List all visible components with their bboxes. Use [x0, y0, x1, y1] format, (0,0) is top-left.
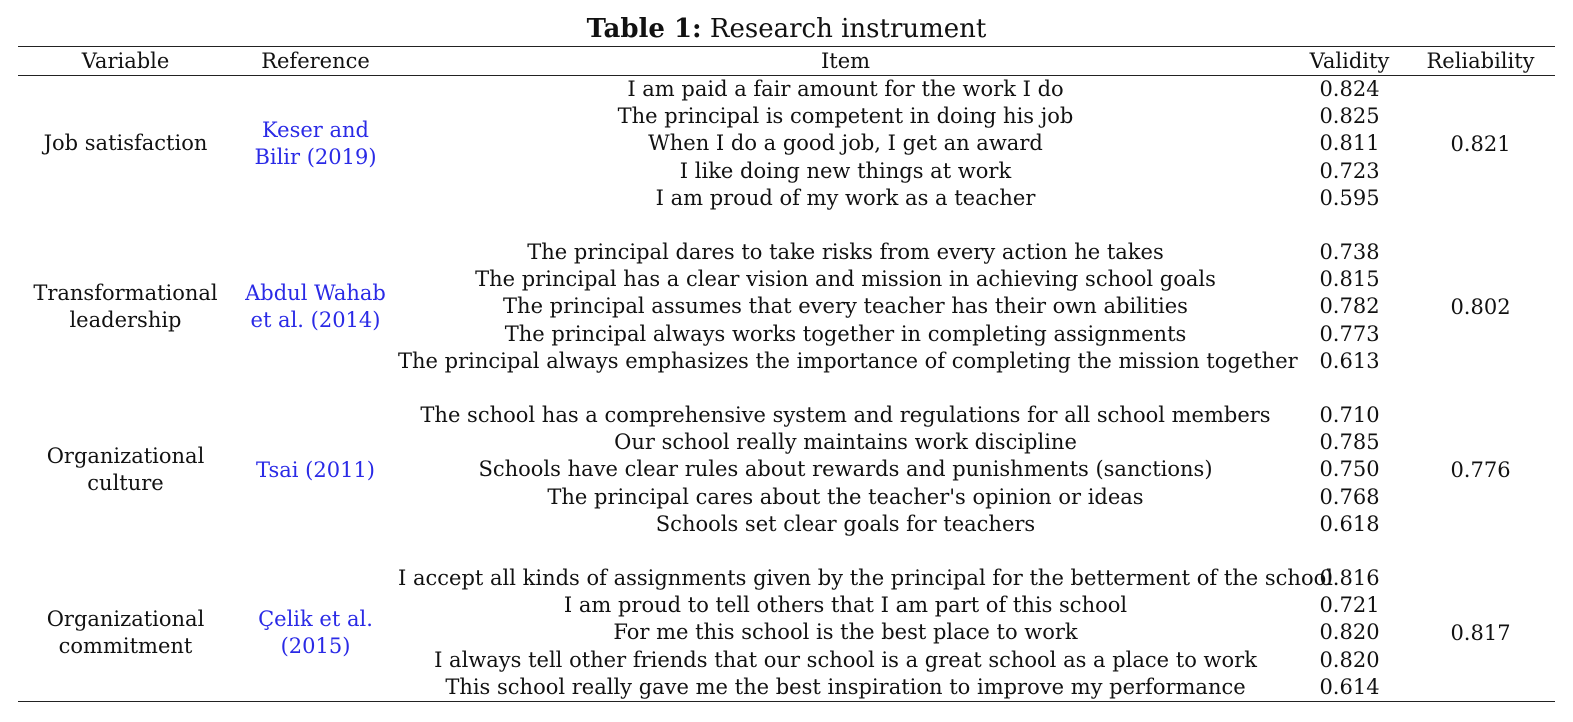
- validity-value: 0.820: [1319, 647, 1380, 672]
- validity-value: 0.618: [1319, 511, 1380, 536]
- variable-line: Transformational: [33, 281, 218, 305]
- item-text: The principal always works together in completing assignments: [504, 321, 1187, 346]
- validity-value: 0.782: [1319, 294, 1380, 319]
- validity-value: 0.613: [1319, 348, 1380, 373]
- reference-link[interactable]: [233, 280, 398, 334]
- reference-line: et al. (2014): [250, 308, 381, 333]
- item-text: Our school really maintains work discipline: [614, 430, 1077, 455]
- validity-value: 0.614: [1319, 674, 1380, 699]
- variable-cell: [18, 280, 233, 334]
- item-text: I am proud of my work as a teacher: [655, 185, 1036, 210]
- reference-line: Keser and: [262, 118, 369, 142]
- reference-line: (2015): [280, 634, 351, 659]
- reliability-value: 0.776: [1450, 458, 1511, 482]
- reliability-value: 0.802: [1450, 295, 1511, 319]
- item-text: The principal has a clear vision and mission in achieving school goals: [475, 267, 1216, 292]
- reference-link[interactable]: [233, 606, 398, 660]
- item-text: This school really gave me the best inspiration to improve my performance: [445, 674, 1246, 699]
- reliability-value: 0.817: [1450, 621, 1511, 645]
- variable-cell: [18, 443, 233, 497]
- validity-value: 0.785: [1319, 430, 1380, 455]
- reference-line: Tsai (2011): [256, 458, 375, 482]
- validity-value: 0.811: [1319, 131, 1380, 156]
- item-text: When I do a good job, I get an award: [648, 131, 1043, 156]
- validity-value: 0.723: [1319, 158, 1380, 183]
- variable-line: culture: [87, 471, 164, 496]
- variable-line: Job satisfaction: [43, 131, 208, 155]
- validity-value: 0.825: [1319, 104, 1380, 129]
- item-text: I always tell other friends that our school is a great school as a place to work: [434, 647, 1257, 672]
- item-text: The principal assumes that every teacher has their own abilities: [503, 294, 1188, 319]
- reference-line: Bilir (2019): [254, 145, 377, 170]
- header-validity: Validity: [1309, 49, 1390, 73]
- validity-cell: [1293, 76, 1406, 212]
- item-text: The principal is competent in doing his job: [617, 104, 1074, 129]
- item-cell: [398, 76, 1293, 212]
- header-variable: Variable: [81, 49, 170, 73]
- item-text: I am proud to tell others that I am part of this school: [563, 593, 1128, 618]
- item-text: For me this school is the best place to work: [613, 620, 1078, 645]
- bottom-rule: [18, 701, 1555, 702]
- header-item: Item: [820, 49, 871, 73]
- reference-link[interactable]: [233, 457, 398, 484]
- header-reliability: Reliability: [1426, 49, 1535, 73]
- variable-cell: [18, 606, 233, 660]
- variable-cell: [18, 130, 233, 157]
- variable-line: leadership: [69, 308, 182, 333]
- validity-value: 0.816: [1319, 566, 1380, 590]
- validity-cell: [1293, 239, 1406, 375]
- item-cell: [398, 402, 1293, 538]
- caption-text: Research instrument: [709, 14, 987, 44]
- validity-value: 0.824: [1319, 77, 1380, 101]
- item-text: The school has a comprehensive system and regulations for all school members: [420, 403, 1271, 427]
- item-text: The principal dares to take risks from every action he takes: [527, 240, 1164, 264]
- item-text: I am paid a fair amount for the work I do: [627, 77, 1064, 101]
- item-text: I like doing new things at work: [679, 158, 1012, 183]
- variable-line: Organizational: [46, 607, 205, 631]
- validity-value: 0.595: [1319, 185, 1380, 210]
- validity-value: 0.710: [1319, 403, 1380, 427]
- item-text: The principal cares about the teacher's opinion or ideas: [547, 484, 1144, 509]
- validity-value: 0.768: [1319, 484, 1380, 509]
- validity-value: 0.750: [1319, 457, 1380, 482]
- item-text: I accept all kinds of assignments given by the principal for the betterment of the school: [398, 566, 1333, 590]
- item-text: Schools set clear goals for teachers: [655, 511, 1036, 536]
- item-cell: [398, 565, 1333, 701]
- validity-value: 0.820: [1319, 620, 1380, 645]
- reference-link[interactable]: [233, 117, 398, 171]
- table-caption: [0, 12, 1573, 46]
- reference-line: Çelik et al.: [258, 607, 373, 631]
- validity-value: 0.738: [1319, 240, 1380, 264]
- caption-label: Table 1:: [586, 14, 702, 44]
- validity-value: 0.721: [1319, 593, 1380, 618]
- validity-cell: [1293, 402, 1406, 538]
- reference-line: Abdul Wahab: [245, 281, 386, 305]
- item-cell: [398, 239, 1298, 375]
- validity-value: 0.773: [1319, 321, 1380, 346]
- item-text: The principal always emphasizes the importance of completing the mission together: [398, 348, 1298, 373]
- variable-line: Organizational: [46, 444, 205, 468]
- validity-cell: [1293, 565, 1406, 701]
- variable-line: commitment: [58, 634, 193, 659]
- reliability-value: 0.821: [1450, 132, 1511, 156]
- item-text: Schools have clear rules about rewards and punishments (sanctions): [478, 457, 1213, 482]
- header-reference: Reference: [261, 49, 370, 73]
- validity-value: 0.815: [1319, 267, 1380, 292]
